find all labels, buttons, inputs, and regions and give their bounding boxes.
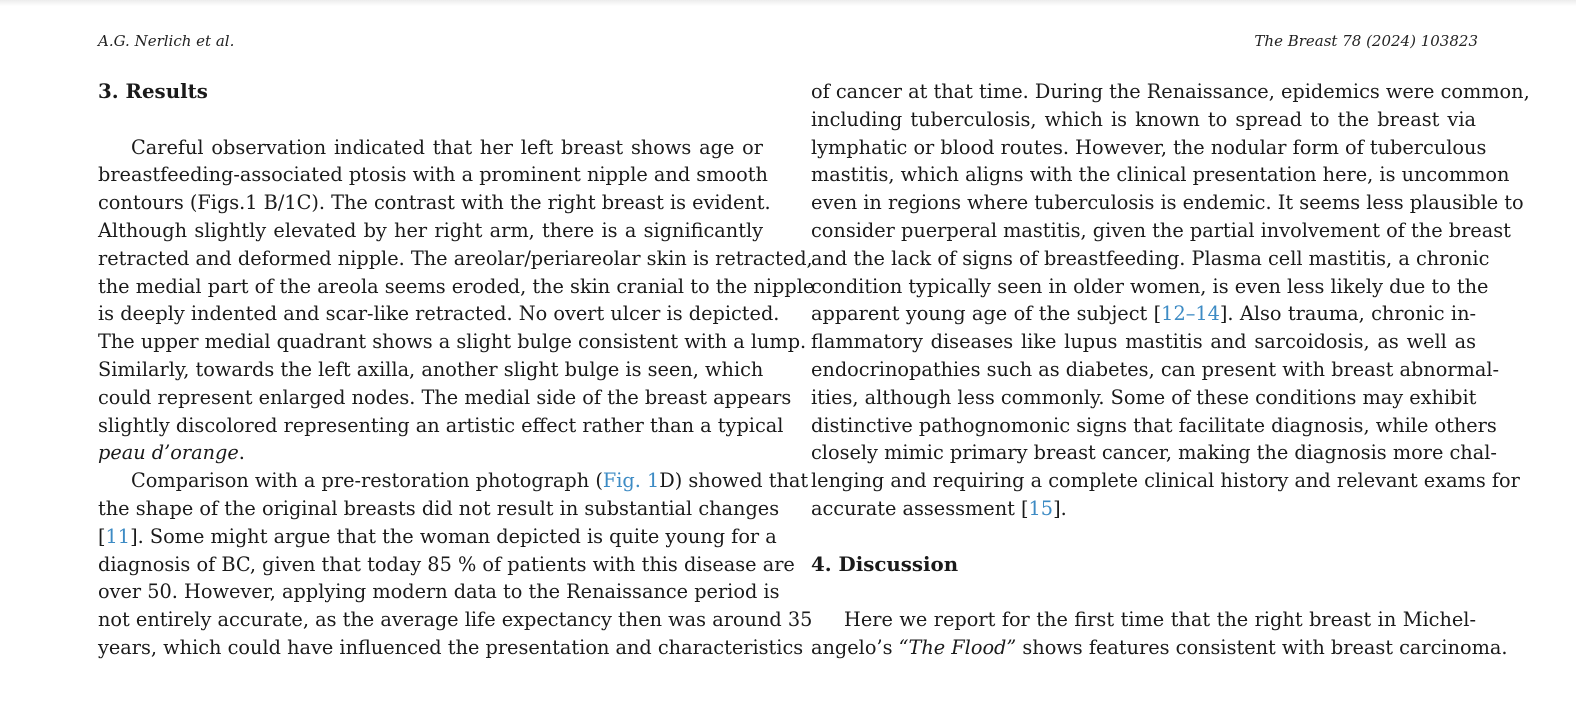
text-line: Comparison with a pre-restoration photograph (Fig. 1D) showed that (131, 469, 809, 493)
text-line: over 50. However, applying modern data to the Renaissance period is (98, 580, 780, 604)
running-header-journal: The Breast 78 (2024) 103823 (1254, 32, 1478, 50)
italic-term: peau d’orange (98, 441, 239, 465)
text-line: retracted and deformed nipple. The areolar/periareolar skin is retracted, (98, 246, 813, 270)
text-line: the shape of the original breasts did not result in substantial changes (98, 496, 780, 520)
text-line: and the lack of signs of breastfeeding. Plasma cell mastitis, a chronic (811, 246, 1490, 270)
results-heading: 3. Results (98, 79, 208, 103)
citation-link[interactable]: 15 (1028, 496, 1054, 520)
text-line-last: accurate assessment [15]. (811, 496, 1067, 520)
text-line: mastitis, which aligns with the clinical presentation here, is uncommon (811, 163, 1510, 187)
text-line: angelo’s “The Flood” shows features consistent with breast carcinoma. (811, 635, 1508, 659)
text-line: the medial part of the areola seems eroded, the skin cranial to the nipple (98, 274, 815, 298)
text-line: is deeply indented and scar-like retracted. No overt ulcer is depicted. (98, 302, 780, 326)
text-line: slightly discolored representing an artistic effect rather than a typical (98, 413, 784, 437)
text-line: endocrinopathies such as diabetes, can present with breast abnormal- (811, 357, 1499, 381)
right-column (811, 78, 1530, 662)
top-edge-shadow (0, 0, 1576, 6)
left-column (98, 78, 815, 662)
text-line: of cancer at that time. During the Renaissance, epidemics were common, (811, 80, 1530, 103)
text-line: The upper medial quadrant shows a slight bulge consistent with a lump. (98, 330, 807, 354)
text-line: consider puerperal mastitis, given the partial involvement of the breast (811, 218, 1511, 242)
figure-link[interactable]: Fig. 1 (602, 469, 660, 493)
text-line-last: peau d’orange. (98, 441, 245, 465)
text-line: flammatory diseases like lupus mastitis and sarcoidosis, as well as (811, 330, 1476, 354)
running-header-authors: A.G. Nerlich et al. (98, 32, 235, 50)
text-line: distinctive pathognomonic signs that facilitate diagnosis, while others (811, 413, 1497, 437)
text-line: apparent young age of the subject [12–14]. Also trauma, chronic in- (811, 302, 1476, 326)
text-line: [11]. Some might argue that the woman depicted is quite young for a (98, 524, 777, 548)
citation-link[interactable]: 11 (105, 524, 131, 548)
text-line: Although slightly elevated by her right arm, there is a significantly (98, 218, 763, 242)
italic-title: “The Flood” (898, 635, 1017, 659)
text-line: lymphatic or blood routes. However, the nodular form of tuberculous (811, 135, 1487, 159)
citation-link[interactable]: 12–14 (1161, 302, 1220, 326)
text-line: Careful observation indicated that her left breast shows age or (131, 135, 763, 159)
discussion-heading: 4. Discussion (811, 551, 959, 576)
text-line: breastfeeding-associated ptosis with a prominent nipple and smooth (98, 163, 768, 187)
text-line: could represent enlarged nodes. The medial side of the breast appears (98, 385, 792, 409)
text-line: condition typically seen in older women, is even less likely due to the (811, 274, 1489, 298)
text-line: closely mimic primary breast cancer, making the diagnosis more chal- (811, 441, 1497, 465)
text-line: even in regions where tuberculosis is endemic. It seems less plausible to (811, 191, 1524, 215)
text-line: not entirely accurate, as the average life expectancy then was around 35 (98, 608, 813, 632)
text-line: Similarly, towards the left axilla, another slight bulge is seen, which (98, 357, 764, 381)
text-line: contours (Figs.1 B/1C). The contrast with the right breast is evident. (98, 191, 771, 215)
text-line: years, which could have influenced the presentation and characteristics (98, 635, 804, 659)
text-line: lenging and requiring a complete clinical history and relevant exams for (811, 469, 1520, 493)
text-line: ities, although less commonly. Some of these conditions may exhibit (811, 385, 1477, 409)
text-line: Here we report for the first time that the right breast in Michel- (844, 608, 1476, 632)
text-line: diagnosis of BC, given that today 85 % of patients with this disease are (98, 552, 795, 576)
text-line: including tuberculosis, which is known to spread to the breast via (811, 107, 1476, 131)
